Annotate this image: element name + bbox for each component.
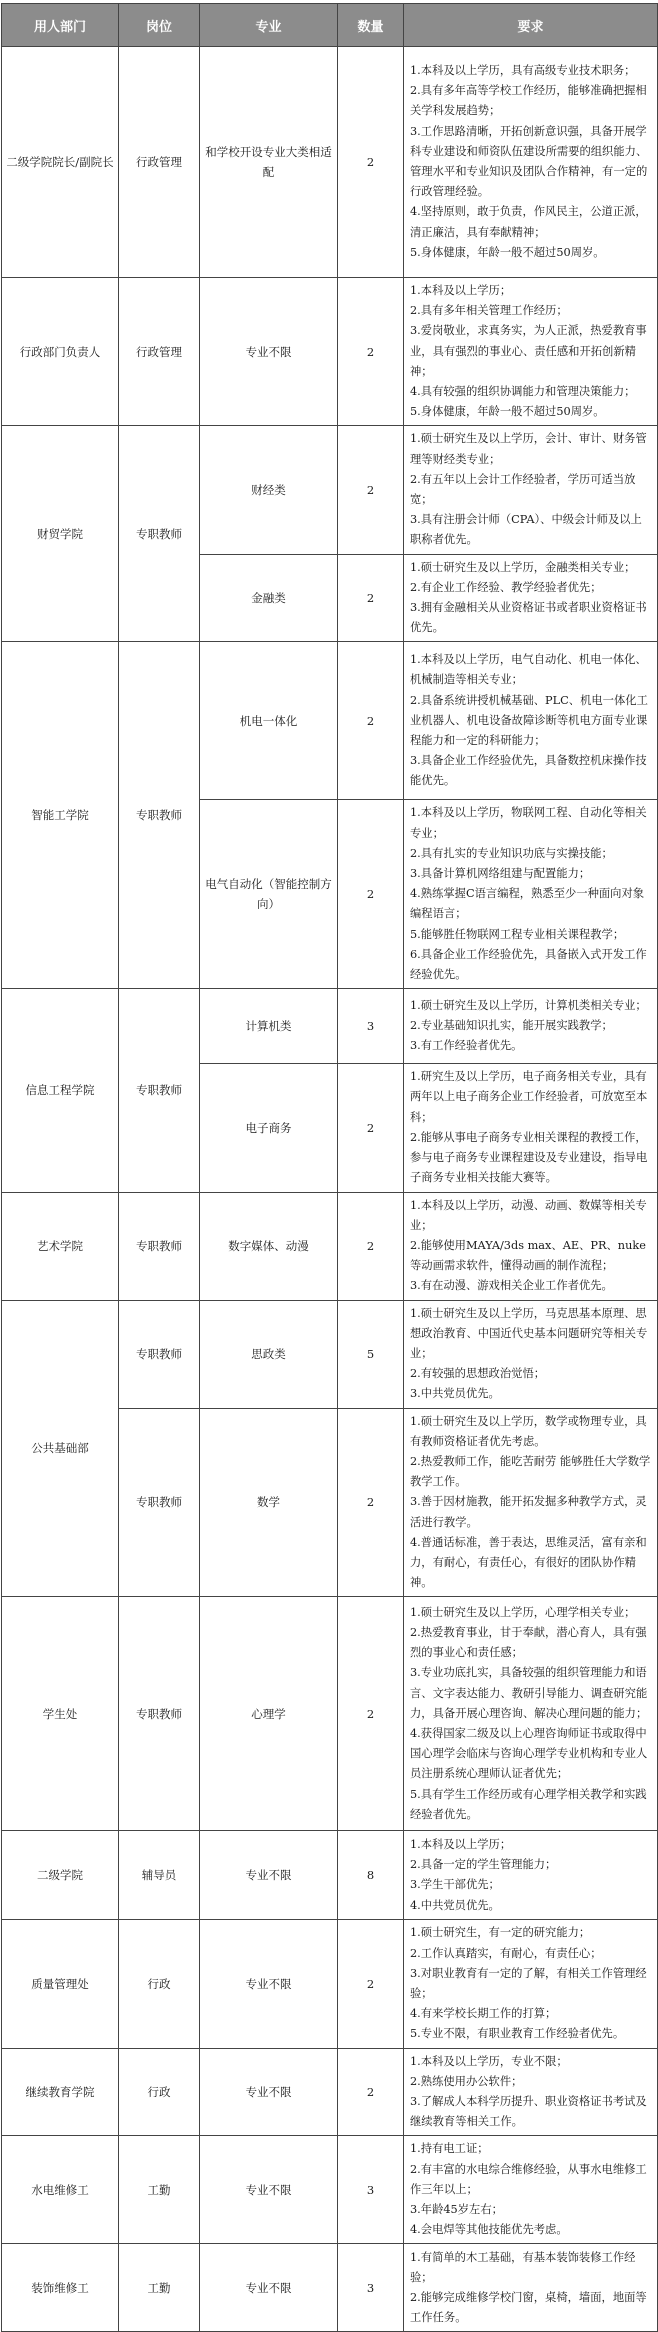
position-cell: 行政 (119, 1920, 200, 2048)
requirement-line: 1.本科及以上学历，专业不限； (410, 2054, 568, 2068)
requirement-line: 1.硕士研究生，有一定的研究能力； (410, 1926, 591, 1940)
requirement-line: 4.普通话标准，善于表达，思维灵活，富有亲和力，有耐心，有责任心，有很好的团队协作精神。 (410, 1535, 647, 1590)
requirement-line: 1.硕士研究生及以上学历，金融类相关专业； (410, 560, 636, 574)
requirement-line: 2.工作认真踏实，有耐心，有责任心； (410, 1946, 602, 1960)
table-row (2, 1920, 658, 2048)
dept-cell: 继续教育学院 (2, 2048, 119, 2136)
requirement-line: 1.硕士研究生及以上学历，会计、审计、财务管理等财经类专业； (410, 432, 647, 466)
requirement-line: 1.本科及以上学历，动漫、动画、数媒等相关专业； (410, 1198, 647, 1232)
dept-cell: 艺术学院 (2, 1192, 119, 1300)
requirement-line: 4.有来学校长期工作的打算； (410, 2007, 557, 2021)
major-cell: 思政类 (200, 1300, 338, 1408)
count-cell: 3 (338, 2244, 404, 2332)
dept-cell: 装饰维修工 (2, 2244, 119, 2332)
major-cell: 专业不限 (200, 1831, 338, 1920)
requirement-line: 3.具备计算机网络组建与配置能力； (410, 867, 591, 881)
requirements-cell (404, 278, 658, 426)
requirement-line: 2.专业基础知识扎实，能开展实践教学； (410, 1019, 613, 1033)
requirement-line: 2.具备系统讲授机械基础、PLC、机电一体化工业机器人、机电设备故障诊断等机电方面专业课程能力和一定的科研能力； (410, 693, 648, 748)
table-row (2, 1597, 658, 1831)
requirement-line: 5.能够胜任物联网工程专业相关课程教学； (410, 927, 625, 941)
dept-cell: 智能工学院 (2, 642, 119, 989)
requirement-line: 1.研究生及以上学历，电子商务相关专业，具有两年以上电子商务企业工作经验者，可放宽至本科； (410, 1070, 648, 1124)
requirements-cell (404, 1408, 658, 1597)
major-cell: 电气自动化（智能控制方向） (200, 800, 338, 989)
position-cell: 专职教师 (119, 1597, 200, 1831)
position-cell: 工勤 (119, 2244, 200, 2332)
major-cell: 数学 (200, 1408, 338, 1597)
major-cell: 电子商务 (200, 1064, 338, 1192)
requirement-line: 2.有丰富的水电综合维修经验，从事水电维修工作三年以上； (410, 2162, 647, 2196)
requirement-line: 2.有较强的思想政治觉悟； (410, 1367, 546, 1381)
major-cell: 专业不限 (200, 2136, 338, 2244)
position-cell: 专职教师 (119, 1408, 200, 1597)
requirement-line: 6.具备企业工作经验优先，具备嵌入式开发工作经验优先。 (410, 947, 647, 982)
table-row (2, 278, 658, 426)
position-cell: 行政 (119, 2048, 200, 2136)
requirement-line: 3.具有注册会计师（CPA）、中级会计师及以上职称者优先。 (410, 513, 642, 547)
major-cell: 和学校开设专业大类相适配 (200, 47, 338, 278)
requirement-line: 1.本科及以上学历，电气自动化、机电一体化、机械制造等相关专业； (410, 653, 647, 687)
major-cell: 金融类 (200, 554, 338, 642)
requirement-line: 2.有五年以上会计工作经验者，学历可适当放宽； (410, 472, 636, 507)
requirements-cell (404, 2136, 658, 2244)
recruitment-table (1, 3, 658, 2332)
table-row (2, 989, 658, 1064)
count-cell: 2 (338, 2048, 404, 2136)
requirement-line: 4.获得国家二级及以上心理咨询师证书或取得中国心理学会临床与咨询心理学专业机构和专业人员注册系统心理师认证者优先； (410, 1726, 648, 1781)
requirement-line: 3.对职业教育有一定的了解，有相关工作管理经验； (410, 1966, 647, 2000)
header-dept: 用人部门 (2, 4, 119, 47)
table-row (2, 1831, 658, 1920)
requirement-line: 3.具备企业工作经验优先，具备数控机床操作技能优先。 (410, 754, 647, 788)
header-count: 数量 (338, 4, 404, 47)
count-cell: 2 (338, 554, 404, 642)
major-cell: 机电一体化 (200, 642, 338, 800)
requirement-line: 3.爱岗敬业，求真务实，为人正派，热爱教育事业，具有强烈的事业心、责任感和开拓创新精神； (410, 324, 647, 378)
requirement-line: 2.能够完成维修学校门窗，桌椅，墙面，地面等工作任务。 (410, 2290, 647, 2325)
requirement-line: 2.有企业工作经验、教学经验者优先； (410, 580, 602, 594)
major-cell: 专业不限 (200, 278, 338, 426)
dept-cell: 二级学院院长/副院长 (2, 47, 119, 278)
requirements-cell (404, 1831, 658, 1920)
requirement-line: 2.具有扎实的专业知识功底与实操技能； (410, 846, 613, 860)
count-cell: 2 (338, 426, 404, 554)
requirement-line: 1.硕士研究生及以上学历，马克思基本原理、思想政治教育、中国近代史基本问题研究等相关专业； (410, 1306, 648, 1360)
count-cell: 2 (338, 1920, 404, 2048)
requirement-line: 2.能够使用MAYA/3ds max、AE、PR、nuke等动画需求软件，懂得动画的制作流程； (410, 1238, 646, 1273)
header-major: 专业 (200, 4, 338, 47)
major-cell: 心理学 (200, 1597, 338, 1831)
requirement-line: 1.本科及以上学历； (410, 284, 512, 297)
requirements-cell (404, 426, 658, 554)
requirements-cell (404, 642, 658, 800)
count-cell: 3 (338, 2136, 404, 2244)
requirement-line: 2.能够从事电子商务专业相关课程的教授工作，参与电子商务专业课程建设及专业建设，指导电子商务专业相关技能大赛等。 (410, 1130, 648, 1185)
table-row (2, 642, 658, 800)
table-header-row (2, 4, 658, 47)
header-requirements: 要求 (404, 4, 658, 47)
position-cell: 工勤 (119, 2136, 200, 2244)
position-cell: 辅导员 (119, 1831, 200, 1920)
major-cell: 专业不限 (200, 2244, 338, 2332)
count-cell: 2 (338, 1408, 404, 1597)
requirements-cell (404, 2244, 658, 2332)
requirement-line: 2.熟练使用办公软件； (410, 2074, 523, 2088)
table-row (2, 47, 658, 278)
requirement-line: 1.硕士研究生及以上学历，心理学相关专业； (410, 1605, 636, 1619)
count-cell: 2 (338, 642, 404, 800)
requirement-line: 2.具备一定的学生管理能力； (410, 1858, 557, 1872)
major-cell: 数字媒体、动漫 (200, 1192, 338, 1300)
position-cell: 专职教师 (119, 1300, 200, 1408)
requirement-line: 2.热爱教育事业，甘于奉献，潜心育人，具有强烈的事业心和责任感； (410, 1625, 647, 1660)
requirement-line: 1.有简单的木工基础，有基本装饰装修工作经验； (410, 2250, 636, 2284)
requirement-line: 3.有在动漫、游戏相关企业工作者优先。 (410, 1279, 613, 1293)
count-cell: 5 (338, 1300, 404, 1408)
requirements-cell (404, 1192, 658, 1300)
count-cell: 2 (338, 278, 404, 426)
header-position: 岗位 (119, 4, 200, 47)
dept-cell: 行政部门负责人 (2, 278, 119, 426)
position-cell: 行政管理 (119, 47, 200, 278)
requirements-cell (404, 1064, 658, 1192)
requirements-cell (404, 554, 658, 642)
requirement-line: 3.拥有金融相关从业资格证书或者职业资格证书优先。 (410, 601, 647, 635)
major-cell: 专业不限 (200, 1920, 338, 2048)
requirement-line: 3.有工作经验者优先。 (410, 1039, 523, 1053)
requirement-line: 2.具有多年高等学校工作经历，能够准确把握相关学科发展趋势； (410, 84, 647, 118)
requirement-line: 5.具有学生工作经历或有心理学相关教学和实践经验者优先。 (410, 1787, 647, 1821)
requirement-line: 1.本科及以上学历，物联网工程、自动化等相关专业； (410, 806, 647, 840)
table-row (2, 2048, 658, 2136)
requirement-line: 1.硕士研究生及以上学历，数学或物理专业，具有教师资格证者优先考虑。 (410, 1414, 647, 1448)
count-cell: 3 (338, 989, 404, 1064)
requirement-line: 3.专业功底扎实，具备较强的组织管理能力和语言、文字表达能力、教研引导能力、调查研究能力，具备开展心理咨询、解决心理问题的能力； (410, 1666, 648, 1720)
position-cell: 专职教师 (119, 642, 200, 989)
count-cell: 2 (338, 1064, 404, 1192)
requirement-line: 5.专业不限，有职业教育工作经验者优先。 (410, 2027, 625, 2041)
requirements-cell (404, 1920, 658, 2048)
requirement-line: 1.本科及以上学历； (410, 1837, 512, 1851)
dept-cell: 信息工程学院 (2, 989, 119, 1192)
dept-cell: 财贸学院 (2, 426, 119, 642)
dept-cell: 公共基础部 (2, 1300, 119, 1597)
requirement-line: 4.熟练掌握C语言编程，熟悉至少一种面向对象编程语言； (410, 887, 645, 921)
count-cell: 2 (338, 800, 404, 989)
requirements-cell (404, 989, 658, 1064)
requirements-cell (404, 1300, 658, 1408)
requirement-line: 5.身体健康，年龄一般不超过50周岁。 (410, 405, 605, 419)
requirement-line: 1.硕士研究生及以上学历，计算机类相关专业； (410, 998, 647, 1012)
table-row (2, 2244, 658, 2332)
requirements-cell (404, 800, 658, 989)
table-row (2, 2136, 658, 2244)
major-cell: 计算机类 (200, 989, 338, 1064)
requirement-line: 4.坚持原则，敢于负责，作风民主，公道正派，清正廉洁，具有奉献精神； (410, 205, 647, 239)
requirement-line: 2.热爱教师工作，能吃苦耐劳 能够胜任大学数学教学工作。 (410, 1454, 651, 1489)
requirement-line: 1.持有电工证； (410, 2142, 489, 2156)
position-cell: 行政管理 (119, 278, 200, 426)
requirement-line: 4.中共党员优先。 (410, 1898, 500, 1912)
table-row (2, 426, 658, 554)
count-cell: 8 (338, 1831, 404, 1920)
dept-cell: 质量管理处 (2, 1920, 119, 2048)
requirements-cell (404, 47, 658, 278)
requirement-line: 3.善于因材施教，能开拓发掘多种教学方式，灵活进行教学。 (410, 1495, 647, 1529)
requirement-line: 3.工作思路清晰，开拓创新意识强，具备开展学科专业建设和师资队伍建设所需要的组织能力、管理水平和专业知识及团队合作精神，有一定的行政管理经验。 (410, 124, 648, 199)
requirement-line: 5.身体健康，年龄一般不超过50周岁。 (410, 245, 605, 259)
position-cell: 专职教师 (119, 426, 200, 642)
requirements-cell (404, 2048, 658, 2136)
dept-cell: 学生处 (2, 1597, 119, 1831)
requirement-line: 2.具有多年相关管理工作经历； (410, 304, 568, 318)
position-cell: 专职教师 (119, 1192, 200, 1300)
table-row (2, 1192, 658, 1300)
requirement-line: 3.年龄45岁左右； (410, 2203, 503, 2216)
position-cell: 专职教师 (119, 989, 200, 1192)
requirement-line: 3.中共党员优先。 (410, 1387, 500, 1401)
count-cell: 2 (338, 1597, 404, 1831)
requirement-line: 4.具有较强的组织协调能力和管理决策能力； (410, 385, 636, 399)
count-cell: 2 (338, 47, 404, 278)
major-cell: 财经类 (200, 426, 338, 554)
requirement-line: 3.了解成人本科学历提升、职业资格证书考试及继续教育等相关工作。 (410, 2094, 647, 2129)
dept-cell: 二级学院 (2, 1831, 119, 1920)
count-cell: 2 (338, 1192, 404, 1300)
requirement-line: 3.学生干部优先； (410, 1878, 500, 1892)
requirement-line: 4.会电焊等其他技能优先考虑。 (410, 2223, 568, 2237)
major-cell: 专业不限 (200, 2048, 338, 2136)
requirement-line: 1.本科及以上学历，具有高级专业技术职务； (410, 63, 636, 77)
table-row (2, 1300, 658, 1408)
requirements-cell (404, 1597, 658, 1831)
dept-cell: 水电维修工 (2, 2136, 119, 2244)
